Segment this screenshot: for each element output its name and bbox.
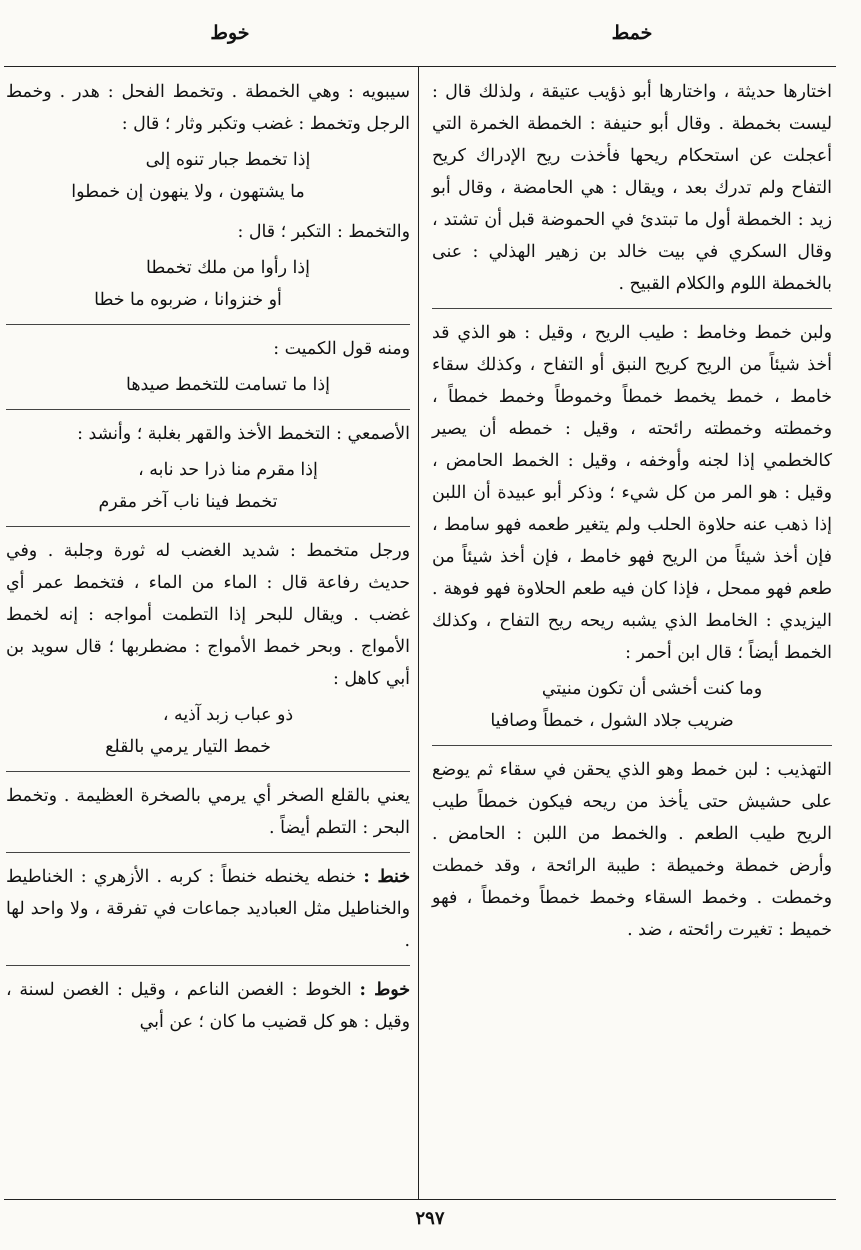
- verse: [6, 454, 410, 518]
- verse-line: خمط التيار يرمي بالقلع: [105, 737, 271, 757]
- bottom-rule: [4, 1199, 836, 1200]
- verse-line: تخمط فينا ناب آخر مقرم: [98, 492, 278, 512]
- column-divider: [418, 66, 419, 1199]
- header-right-headword: خمط: [611, 22, 653, 44]
- verse-line: أو خنزوانا ، ضربوه ما خطا: [94, 290, 282, 310]
- entry-body: الخوط : الغصن الناعم ، وقيل : الغصن لسنة ، وقيل : هو كل قضيب ما كان ؛ عن أبي: [6, 980, 410, 1032]
- right-column: [432, 76, 832, 946]
- entry: [6, 852, 410, 957]
- top-rule: [4, 66, 836, 67]
- verse-line: إذا ما تسامت للتخمط صيدها: [126, 375, 330, 395]
- paragraph: التهذيب : لبن خمط وهو الذي يحقن في سقاء ثم يوضع على حشيش حتى يأخذ من ريحه فيكون خمطاً طيب الريح طيب الطعم . والخمط من اللبن : الحامض . وأرض خمطة وخميطة : طيبة الرائحة ، وقد خمطت وخمطت . وخمط السقاء وخمط خمطاً وخمطاً ، فهو خميط : تغيرت رائحته ، ضد .: [432, 745, 832, 946]
- entry-headword: خوط :: [359, 980, 410, 1000]
- header-left-headword: خوط: [210, 22, 250, 44]
- verse-line: إذا رأوا من ملك تخمطا: [146, 258, 310, 278]
- verse-line: وما كنت أخشى أن تكون منيتي: [541, 679, 763, 699]
- verse-line: ما يشتهون ، ولا ينهون إن خمطوا: [71, 182, 305, 202]
- paragraph: يعني بالقلع الصخر أي يرمي بالصخرة العظيمة . وتخمط البحر : التطم أيضاً .: [6, 771, 410, 844]
- verse: [6, 369, 410, 401]
- verse-line: ذو عباب زبد آذيه ،: [162, 705, 294, 725]
- verse: [6, 252, 410, 316]
- verse-line: إذا تخمط جبار تنوه إلى: [145, 150, 311, 170]
- paragraph: والتخمط : التكبر ؛ قال :: [237, 222, 410, 242]
- paragraph: سيبويه : وهي الخمطة . وتخمط الفحل : هدر . وخمط الرجل وتخمط : غضب وتكبر وثار ؛ قال :: [6, 82, 410, 134]
- entry: [6, 965, 410, 1038]
- page-number: ٢٩٧: [415, 1208, 445, 1229]
- verse: [6, 144, 410, 208]
- entry-headword: خنط :: [363, 867, 410, 887]
- left-column: [6, 76, 410, 1038]
- paragraph: ولبن خمط وخامط : طيب الريح ، وقيل : هو الذي قد أخذ شيئاً من الريح كريح النبق أو التفاح ، وكذلك سقاء خامط ، خمط يخمط خمطاً وخموطاً وخمط خمطاً ، وخمطته وخمطته رائحته ، وقيل : خمطه أن يصير كالخطمي إذا لجنه وأوخفه ، وقيل : الخمط الحامض ، وقيل : هو المر من كل شيء ؛ وذكر أبو عبيدة أن اللبن إذا ذهب عنه حلاوة الحلب ولم يتغير طعمه فهو سامط ، فإن أخذ شيئاً من الريح فهو خامط ، فإن أخذ شيئاً من طعم فهو ممحل ، فإذا كان فيه طعم الحلاوة فهو فوهة . اليزيدي : الخامط الذي يشبه ريحه ريح التفاح ، وكذلك الخمط أيضاً ؛ قال ابن أحمر :: [432, 308, 832, 669]
- paragraph: ورجل متخمط : شديد الغضب له ثورة وجلبة . وفي حديث رفاعة قال : الماء من الماء ، فتخمط عمر أي غضب . ويقال للبحر إذا التطمت أمواجه : إنه لخمط الأمواج . وبحر خمط الأمواج : مضطربها ؛ قال سويد بن أبي كاهل :: [6, 526, 410, 695]
- verse-line: إذا مقرم منا ذرا حد نابه ،: [138, 460, 318, 480]
- verse-line: ضريب جلاد الشول ، خمطاً وصافيا: [490, 711, 734, 731]
- paragraph: ومنه قول الكميت :: [6, 324, 410, 365]
- verse: [6, 699, 410, 763]
- paragraph: الأصمعي : التخمط الأخذ والقهر بغلبة ؛ وأنشد :: [6, 409, 410, 450]
- paragraph: اختارها حديثة ، واختارها أبو ذؤيب عتيقة ، ولذلك قال : ليست بخمطة . وقال أبو حنيفة : الخمطة الخمرة التي أعجلت عن استحكام ريحها فأخذت ريح الإدراك كريح التفاح ولم تدرك بعد ، ويقال : هي الحامضة ، وقال أبو زيد : الخمطة أول ما تبتدئ في الحموضة قبل أن تشتد ، وقال السكري في بيت خالد بن زهير الهذلي : عنى بالخمطة اللوم والكلام القبيح .: [432, 82, 832, 294]
- entry-body: خنطه يخنطه خنطاً : كربه . الأزهري : الخناطيط والخناطيل مثل العباديد جماعات في تفرقة ، ولا واحد لها .: [6, 867, 410, 951]
- verse: [432, 673, 832, 737]
